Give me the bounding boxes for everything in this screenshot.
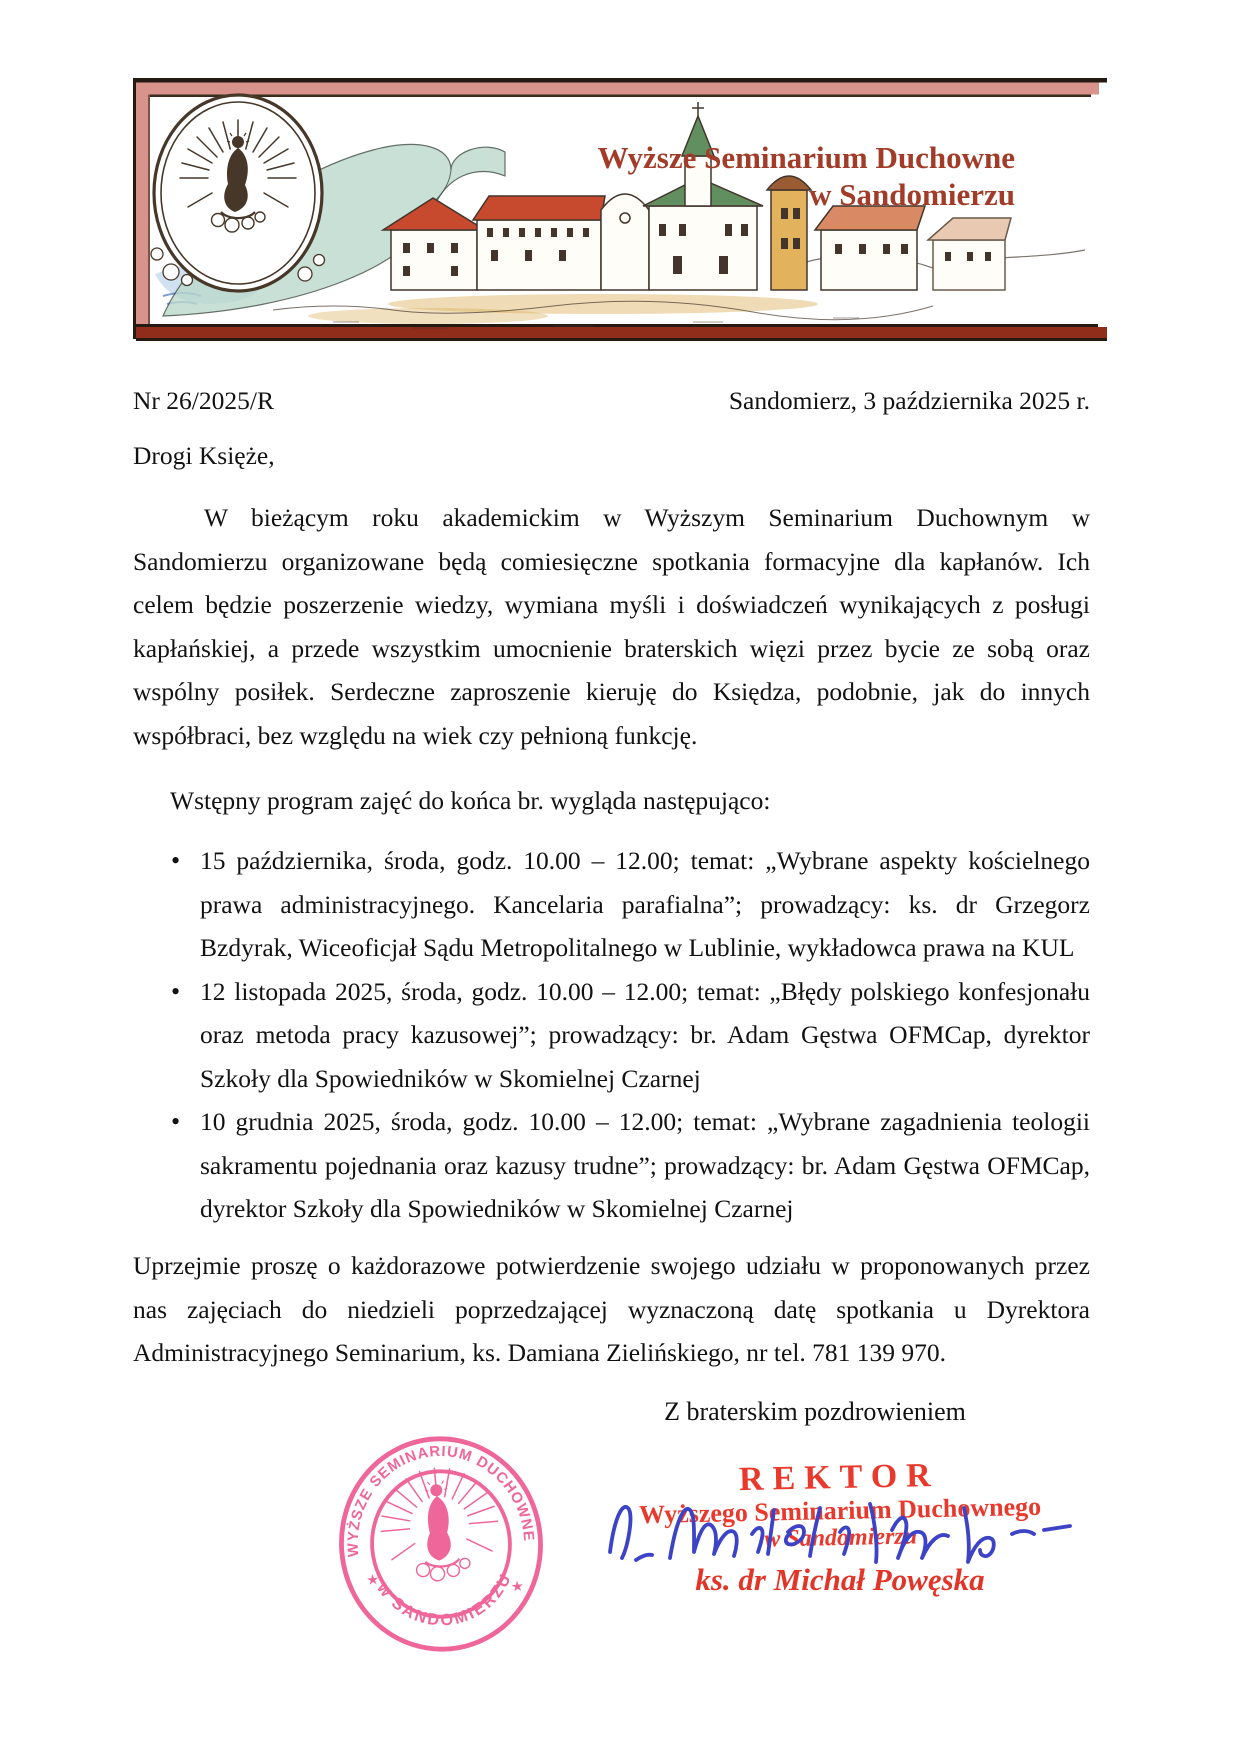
seal-top-text: WYŻSZE SEMINARIUM DUCHOWNE [345, 1443, 537, 1558]
round-seal [331, 1428, 551, 1660]
place-and-date: Sandomierz, 3 października 2025 r. [728, 386, 1090, 415]
salutation: Drogi Księże, [133, 441, 275, 470]
reference-number: Nr 26/2025/R [133, 386, 274, 415]
schedule-item: • 15 października, środa, godz. 10.00 – 12.00; temat: „Wybrane aspekty kościelnego prawa administracyjnego. Kancelaria parafialna”; prowadzący: ks. dr Grzegorz Bzdyrak, Wiceoficjał Sądu Metropolitalnego w Lublinie, wykładowca prawa na KUL [133, 839, 1090, 970]
madonna-medallion [151, 95, 325, 291]
letterhead-title-line1: Wyższe Seminarium Duchowne [597, 140, 1015, 175]
program-intro-paragraph: Wstępny program zajęć do końca br. wygląda następująco: [170, 786, 771, 815]
seal-bottom-text: w SANDOMIERZU [373, 1569, 516, 1630]
intro-paragraph: W bieżącym roku akademickim w Wyższym Seminarium Duchownym w Sandomierzu organizowane będą comiesięczne spotkania formacyjne dla kapłanów. Ich celem będzie poszerzenie wiedzy, wymiana myśli i doświadczeń wynikających z posługi kapłańskiej, a przede wszystkim umocnienie braterskich więzi przez bycie ze sobą oraz wspólny posiłek. Serdeczne zaproszenie kieruję do Księdza, podobnie, jak do innych współbraci, bez względu na wiek czy pełnioną funkcję. [133, 503, 1090, 750]
seal-madonna-figure [376, 1463, 502, 1585]
signature-scribble [592, 1474, 1092, 1584]
closing-paragraph: Uprzejmie proszę o każdorazowe potwierdzenie swojego udziału w proponowanych przez nas zajęciach do niedzieli poprzedzającej wyznaczoną datę spotkania u Dyrektora Administracyjnego Seminarium, ks. Damiana Zielińskiego, nr tel. 781 139 970. [133, 1251, 1090, 1367]
seal-star-right: ★ [510, 1578, 525, 1596]
schedule-list [133, 839, 1090, 1231]
rektor-stamp-line3: w Sandomierzu [764, 1523, 918, 1553]
reference-date-line [133, 385, 1090, 417]
seal-star-left: ★ [365, 1571, 380, 1590]
schedule-item: • 10 grudnia 2025, środa, godz. 10.00 – 12.00; temat: „Wybrane zagadnienia teologii sakramentu pojednania oraz kazusy trudne”; prowadzący: br. Adam Gęstwa OFMCap, dyrektor Szkoły dla Spowiedników w Skomielnej Czarnej [133, 1100, 1090, 1231]
letterhead-title-line2: w Sandomierzu [809, 177, 1015, 212]
signatory-name: ks. dr Michał Powęska [695, 1562, 985, 1597]
valediction: Z braterskim pozdrowieniem [664, 1397, 966, 1426]
rektor-stamp-line2: Wyższego Seminarium Duchownego [638, 1491, 1042, 1530]
schedule-item: • 12 listopada 2025, środa, godz. 10.00 – 12.00; temat: „Błędy polskiego konfesjonału oraz metoda pracy kazusowej”; prowadzący: br. Adam Gęstwa OFMCap, dyrektor Szkoły dla Spowiedników w Skomielnej Czarnej [133, 970, 1090, 1101]
rektor-stamp-title: REKTOR [738, 1456, 941, 1499]
letterhead-illustration [133, 78, 1107, 345]
